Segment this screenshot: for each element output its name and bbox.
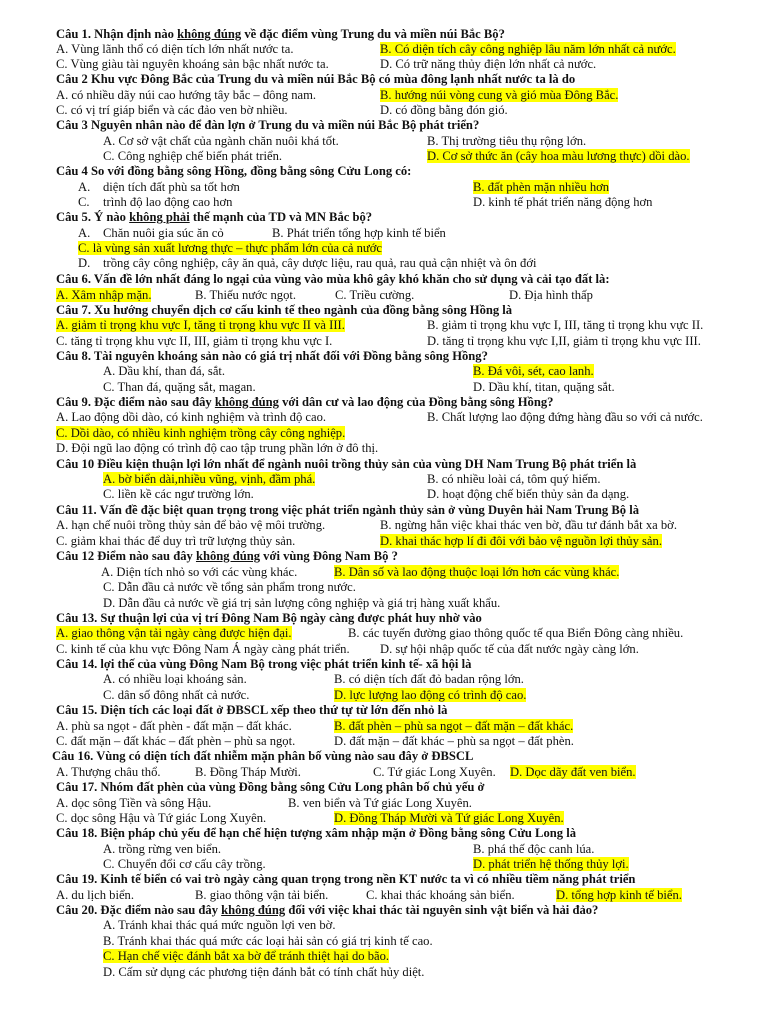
question-8-option-b: B. Đá vôi, sét, cao lanh.: [473, 364, 594, 378]
question-10-option-c: C. liền kề các ngư trường lớn.: [103, 487, 254, 501]
question-11-option-c: C. giảm khai thác để duy trì trữ lượng thủy sản.: [56, 534, 296, 548]
question-15-options-row-2: [0, 734, 768, 748]
question-1-option-d: D. Có trữ năng thủy điện lớn nhất cả nước.: [380, 57, 597, 71]
question-18-options-row-1: [0, 842, 768, 856]
question-15-option-d: D. đất mặn – đất khác – phù sa ngọt – đất phèn.: [334, 734, 574, 748]
question-1-options-row-2: [0, 57, 768, 71]
question-3-option-a: A. Cơ sở vật chất của ngành chăn nuôi khá tốt.: [103, 134, 339, 148]
question-6-options-row: [0, 288, 768, 302]
question-7-option-d: D. tăng tỉ trọng khu vực I,II, giảm tỉ trọng khu vực III.: [427, 334, 701, 348]
question-7-option-b: B. giảm tỉ trọng khu vực I, III, tăng tỉ trọng khu vực II.: [427, 318, 704, 332]
question-17-option-b: B. ven biển và Tứ giác Long Xuyên.: [288, 796, 472, 810]
question-2-stem: Câu 2 Khu vực Đông Bắc của Trung du và miền núi Bắc Bộ có mùa đông lạnh nhất nước ta là do: [56, 72, 576, 86]
question-20-stem: Câu 20. Đặc điểm nào sau đây không đúng đối với việc khai thác tài nguyên sinh vật biển và hải đảo?: [56, 903, 599, 917]
question-13-option-b: B. các tuyến đường giao thông quốc tế qua Biển Đông càng nhiều.: [348, 626, 684, 640]
question-2-option-d: D. có đồng bằng đón gió.: [380, 103, 508, 117]
question-9-options-row-3: [0, 441, 768, 455]
question-1-option-c: C. Vùng giàu tài nguyên khoáng sản bậc nhất nước ta.: [56, 57, 329, 71]
question-6-option-a: A. Xâm nhập mặn.: [56, 288, 152, 302]
question-19-option-c: C. khai thác khoáng sản biển.: [366, 888, 515, 902]
question-20-option-b-row: [0, 934, 768, 948]
question-17-stem: Câu 17. Nhóm đất phèn của vùng Đồng bằng sông Cửu Long phân bố chủ yếu ở: [56, 780, 485, 794]
question-11-stem: Câu 11. Vấn đề đặc biệt quan trọng trong việc phát triển ngành thủy sản ở vùng Duyên hải Nam Trung Bộ là: [56, 503, 640, 517]
question-15-stem: Câu 15. Diện tích các loại đất ở ĐBSCL xếp theo thứ tự từ lớn đến nhỏ là: [56, 703, 448, 717]
question-4-option-d: D. kinh tế phát triển năng động hơn: [473, 195, 653, 209]
question-8-stem: Câu 8. Tài nguyên khoáng sản nào có giá trị nhất đối với Đồng bằng sông Hồng?: [56, 349, 488, 363]
question-2-option-c: C. có vị trí giáp biển và các đảo ven bờ nhiều.: [56, 103, 288, 117]
question-11-options-row-1: [0, 518, 768, 532]
question-5-letter-d: D.: [78, 256, 91, 270]
question-3-option-c: C. Công nghiệp chế biến phát triển.: [103, 149, 283, 163]
question-12-option-c: C. Dẫn đầu cả nước về tổng sản phẩm trong nước.: [103, 580, 356, 594]
question-4-letter-a: A.: [78, 180, 91, 194]
question-7-stem: Câu 7. Xu hướng chuyển dịch cơ cấu kinh tế theo ngành của đồng bằng sông Hồng là: [56, 303, 513, 317]
question-17-option-a: A. dọc sông Tiền và sông Hậu.: [56, 796, 212, 810]
question-20-option-a-row: [0, 918, 768, 932]
question-18-options-row-2: [0, 857, 768, 871]
question-5-options-row-3: [0, 256, 768, 270]
question-20-option-c: C. Hạn chế việc đánh bắt xa bờ để tránh thiệt hại do bão.: [103, 949, 390, 963]
question-2-options-row-1: [0, 88, 768, 102]
question-19-option-d: D. tổng hợp kinh tế biển.: [556, 888, 682, 902]
question-5-option-b: B. Phát triển tổng hợp kinh tế biển: [272, 226, 446, 240]
question-1-option-b: B. Có diện tích cây công nghiệp lâu năm lớn nhất cả nước.: [380, 42, 676, 56]
question-5-stem: Câu 5. Ý nào không phải thế mạnh của TD và MN Bắc bộ?: [56, 210, 373, 224]
question-7-options-row-1: [0, 318, 768, 332]
question-16-stem: Câu 16. Vùng có diện tích đất nhiễm mặn phân bố vùng nào sau đây ở ĐBSCL: [52, 749, 474, 763]
question-4-option-a: diện tích đất phù sa tốt hơn: [103, 180, 240, 194]
question-13-stem: Câu 13. Sự thuận lợi của vị trí Đông Nam Bộ ngày càng được phát huy nhờ vào: [56, 611, 482, 625]
question-4-options-row-1: [0, 180, 768, 194]
question-16-option-a: A. Thượng châu thổ.: [56, 765, 161, 779]
question-1-stem: Câu 1. Nhận định nào không đúng về đặc điểm vùng Trung du và miền núi Bắc Bộ?: [56, 27, 505, 41]
question-11-option-a: A. hạn chế nuôi trồng thủy sản để bảo vệ môi trường.: [56, 518, 326, 532]
question-2-options-row-2: [0, 103, 768, 117]
question-16-options-row: [0, 765, 768, 779]
question-16-option-c: C. Tứ giác Long Xuyên.: [373, 765, 496, 779]
question-17-options-row-1: [0, 796, 768, 810]
question-6-option-b: B. Thiếu nước ngọt.: [195, 288, 297, 302]
question-19-stem: Câu 19. Kinh tế biển có vai trò ngày càng quan trọng trong nền KT nước ta vì có nhiều tiềm năng phát triển: [56, 872, 636, 886]
question-14-option-b: B. có diện tích đất đỏ badan rộng lớn.: [334, 672, 524, 686]
question-18-option-c: C. Chuyển đổi cơ cấu cây trồng.: [103, 857, 266, 871]
question-18-option-a: A. trồng rừng ven biển.: [103, 842, 222, 856]
question-11-option-b: B. ngừng hẳn việc khai thác ven bờ, đầu tư đánh bắt xa bờ.: [380, 518, 677, 532]
question-19-option-b: B. giao thông vận tải biển.: [195, 888, 329, 902]
question-5-letter-a: A.: [78, 226, 91, 240]
question-20-option-a: A. Tránh khai thác quá mức nguồn lợi ven bờ.: [103, 918, 336, 932]
question-5-option-d: trồng cây công nghiệp, cây ăn quả, cây dược liệu, rau quả, rau quả cận nhiệt và ôn đới: [103, 256, 537, 270]
question-18-stem: Câu 18. Biện pháp chủ yếu để hạn chế hiện tượng xâm nhập mặn ở Đồng bằng sông Cửu Long là: [56, 826, 577, 840]
question-6-option-d: D. Địa hình thấp: [509, 288, 593, 302]
question-4-option-c: trình độ lao động cao hơn: [103, 195, 233, 209]
question-20-option-b: B. Tránh khai thác quá mức các loại hải sản có giá trị kinh tế cao.: [103, 934, 433, 948]
question-3-stem: Câu 3 Nguyên nhân nào để đàn lợn ở Trung du và miền núi Bắc Bộ phát triển?: [56, 118, 480, 132]
question-8-option-a: A. Dầu khí, than đá, sắt.: [103, 364, 226, 378]
question-17-option-c: C. dọc sông Hậu và Tứ giác Long Xuyên.: [56, 811, 267, 825]
question-8-option-c: C. Than đá, quặng sắt, magan.: [103, 380, 256, 394]
question-19-options-row: [0, 888, 768, 902]
question-13-option-a: A. giao thông vận tải ngày càng được hiện đại.: [56, 626, 292, 640]
question-10-options-row-1: [0, 472, 768, 486]
question-12-options-row-1: [0, 565, 768, 579]
question-15-option-b: B. đất phèn – phù sa ngọt – đất mặn – đất khác.: [334, 719, 574, 733]
question-15-options-row-1: [0, 719, 768, 733]
question-15-option-c: C. đất mặn – đất khác – đất phèn – phù sa ngọt.: [56, 734, 296, 748]
question-9-options-row-1: [0, 410, 768, 424]
question-14-option-c: C. dân số đông nhất cả nước.: [103, 688, 250, 702]
question-2-option-a: A. có nhiều dãy núi cao hướng tây bắc – đông nam.: [56, 88, 317, 102]
question-11-option-d: D. khai thác hợp lí đi đôi với bảo vệ nguồn lợi thủy sản.: [380, 534, 662, 548]
question-8-options-row-2: [0, 380, 768, 394]
question-12-stem: Câu 12 Điểm nào sau đây không đúng với vùng Đông Nam Bộ ?: [56, 549, 398, 563]
question-13-options-row-2: [0, 642, 768, 656]
question-1-options-row-1: [0, 42, 768, 56]
question-16-option-b: B. Đồng Tháp Mười.: [195, 765, 301, 779]
question-12-option-b: B. Dân số và lao động thuộc loại lớn hơn các vùng khác.: [334, 565, 620, 579]
question-4-option-b: B. đất phèn mặn nhiều hơn: [473, 180, 610, 194]
question-10-option-b: B. có nhiều loài cá, tôm quý hiếm.: [427, 472, 601, 486]
question-20-option-d: D. Cấm sử dụng các phương tiện đánh bắt có tính chất hủy diệt.: [103, 965, 425, 979]
question-12-option-d: D. Dẫn đầu cả nước về giá trị sản lượng công nghiệp và giá trị hàng xuất khẩu.: [103, 596, 501, 610]
question-9-option-c: C. Dồi dào, có nhiều kinh nghiệm trồng cây công nghiệp.: [56, 426, 346, 440]
question-14-stem: Câu 14. lợi thế của vùng Đông Nam Bộ trong việc phát triển kinh tế- xã hội là: [56, 657, 472, 671]
question-11-options-row-2: [0, 534, 768, 548]
question-3-option-b: B. Thị trường tiêu thụ rộng lớn.: [427, 134, 587, 148]
question-7-option-c: C. tăng tỉ trọng khu vực II, III, giảm tỉ trọng khu vực I.: [56, 334, 333, 348]
question-9-stem: Câu 9. Đặc điểm nào sau đây không đúng với dân cư và lao động của Đồng bằng sông Hồng?: [56, 395, 554, 409]
question-12-option-a: A. Diện tích nhỏ so với các vùng khác.: [101, 565, 298, 579]
question-5-options-row-1: [0, 226, 768, 240]
question-14-options-row-2: [0, 688, 768, 702]
question-17-options-row-2: [0, 811, 768, 825]
question-13-option-d: D. sự hội nhập quốc tế của đất nước ngày càng lớn.: [380, 642, 639, 656]
question-10-options-row-2: [0, 487, 768, 501]
question-6-stem: Câu 6. Vấn đề lớn nhất đáng lo ngại của vùng vào mùa khô gây khó khăn cho sử dụng và cải tạo đất là:: [56, 272, 610, 286]
question-9-option-b: B. Chất lượng lao động đứng hàng đầu so với cả nước.: [427, 410, 703, 424]
question-3-options-row-2: [0, 149, 768, 163]
question-4-options-row-2: [0, 195, 768, 209]
question-4-letter-c: C.: [78, 195, 90, 209]
question-8-option-d: D. Dầu khí, titan, quặng sắt.: [473, 380, 615, 394]
question-5-option-a: Chăn nuôi gia súc ăn cỏ: [103, 226, 224, 240]
question-16-option-d: D. Dọc dãy đất ven biển.: [510, 765, 636, 779]
question-14-option-a: A. có nhiều loại khoáng sản.: [103, 672, 247, 686]
question-20-option-c-row: [0, 949, 768, 963]
question-6-option-c: C. Triều cường.: [335, 288, 415, 302]
question-17-option-d: D. Đồng Tháp Mười và Tứ giác Long Xuyên.: [334, 811, 564, 825]
question-10-option-a: A. bờ biển dài,nhiều vũng, vịnh, đầm phá.: [103, 472, 316, 486]
question-7-options-row-2: [0, 334, 768, 348]
question-8-options-row-1: [0, 364, 768, 378]
question-14-options-row-1: [0, 672, 768, 686]
question-1-option-a: A. Vùng lãnh thổ có diện tích lớn nhất nước ta.: [56, 42, 294, 56]
question-5-options-row-2: [0, 241, 768, 255]
question-9-option-a: A. Lao động dồi dào, có kinh nghiệm và trình độ cao.: [56, 410, 327, 424]
question-7-option-a: A. giảm tỉ trọng khu vực I, tăng tỉ trọng khu vực II và III.: [56, 318, 345, 332]
question-3-option-d: D. Cơ sở thức ăn (cây hoa màu lương thực) dồi dào.: [427, 149, 690, 163]
question-13-option-c: C. kinh tế của khu vực Đông Nam Á ngày càng phát triển.: [56, 642, 350, 656]
question-5-option-c: C. là vùng sản xuất lương thực – thực phẩm lớn của cả nước: [78, 241, 382, 255]
question-14-option-d: D. lực lượng lao động có trình độ cao.: [334, 688, 527, 702]
question-15-option-a: A. phù sa ngọt - đất phèn - đất mặn – đất khác.: [56, 719, 292, 733]
question-3-options-row-1: [0, 134, 768, 148]
question-2-option-b: B. hướng núi vòng cung và gió mùa Đông Bắc.: [380, 88, 619, 102]
question-9-option-d: D. Đội ngũ lao động có trình độ cao tập trung phần lớn ở đô thị.: [56, 441, 379, 455]
question-12-options-row-2: [0, 580, 768, 594]
question-10-stem: Câu 10 Điều kiện thuận lợi lớn nhất để ngành nuôi trồng thủy sản của vùng DH Nam Trung Bộ phát triển là: [56, 457, 637, 471]
question-10-option-d: D. hoạt động chế biến thủy sản đa dạng.: [427, 487, 630, 501]
question-20-option-d-row: [0, 965, 768, 979]
question-13-options-row-1: [0, 626, 768, 640]
question-18-option-b: B. phá thế độc canh lúa.: [473, 842, 595, 856]
question-18-option-d: D. phát triển hệ thống thủy lợi.: [473, 857, 629, 871]
question-19-option-a: A. du lịch biển.: [56, 888, 134, 902]
question-4-stem: Câu 4 So với đồng bằng sông Hồng, đồng bằng sông Cửu Long có:: [56, 164, 412, 178]
question-12-options-row-3: [0, 596, 768, 610]
question-9-options-row-2: [0, 426, 768, 440]
